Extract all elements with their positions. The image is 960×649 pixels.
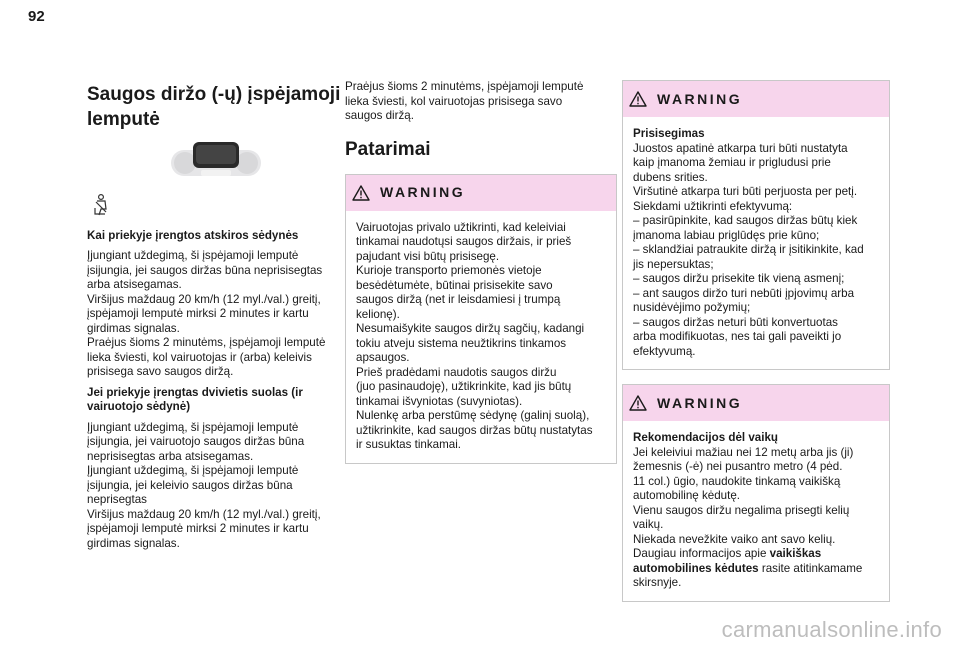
watermark: carmanualsonline.info: [721, 617, 942, 642]
page-number: 92: [28, 8, 45, 25]
warning-box-advice: [345, 174, 617, 464]
warning-triangle-icon: [352, 185, 370, 201]
warning-header: [346, 175, 616, 211]
warning-box-fastening: [622, 80, 890, 370]
paragraph-individual-seats: Įjungiant uždegimą, ši įspėjamoji lemputė įsijungia, jei saugos diržas būna neprisisegtas arba atsisegamas. Viršijus maždaug 20 km/h (12 myl./val.) greitį, įspėjamoji lemputė mirksi 2 minutes ir kartu girdimas signalas. Praėjus šioms 2 minutėms, įspėjamoji lemputė lieka šviesti, kol vairuotojas ir (arba) keleivis prisisega savo saugos diržą.: [87, 249, 326, 378]
paragraph-bench-seat: Įjungiant uždegimą, ši įspėjamoji lemputė įsijungia, jei vairuotojo saugos diržas būna neprisisegtas arba atsisegamas. Įjungiant uždegimą, ši įspėjamoji lemputė įsijungia, jei keleivio saugos diržas būna neprisegtas Viršijus maždaug 20 km/h (12 myl./val.) greitį, įspėjamoji lemputė mirksi 2 minutes ir kartu girdimas signalas.: [87, 420, 321, 550]
warning-body: Prisisegimas Juostos apatinė atkarpa turi būti nustatyta kaip įmanoma žemiau ir prigludusi prie dubens srities. Viršutinė atkarpa turi būti perjuosta per petį. Siekdami užtikrinti efektyvumą: – pasirūpinkite, kad saugos diržas būtų kiek įmanoma labiau priglūdęs prie kūno; – sklandžiai patraukite diržą ir įsitikinkite, kad jis nepersuktas; – saugos diržu prisekite tik vieną asmenį; – ant saugos diržo turi nebūti įpjovimų arba nusidėvėjimo požymių; – saugos diržas neturi būti konvertuotas arba modifikuotas, nes tai gali paveikti jo efektyvumą.: [633, 127, 864, 358]
warning-label: WARNING: [657, 394, 743, 411]
section-title: [87, 82, 345, 132]
warning-triangle-icon: [629, 395, 647, 411]
subheading-bench-seat: Jei priekyje įrengtas dvivietis suolas (ir vairuotojo sėdynė): [87, 385, 303, 413]
warning-box-children: [622, 384, 890, 602]
subheading-individual-seats: Kai priekyje įrengtos atskiros sėdynės: [87, 228, 299, 242]
warning-body: Vairuotojas privalo užtikrinti, kad keleiviai tinkamai naudotųsi saugos diržais, ir prieš pajudant visi būtų prisisegę. Kurioje transporto priemonės vietoje besėdėtumėte, būtinai prisisekite savo saugos diržą (net ir leisdamiesi į trumpą kelionę). Nesumaišykite saugos diržų sagčių, kadangi tokiu atveju sistema neužtikrins tinkamos apsaugos. Prieš pradėdami naudotis saugos diržu (juo pasinaudoję), užtikrinkite, kad jis būtų tinkamai išvyniotas (suvyniotas). Nulenkę arba perstūmę sėdynę (galinį suolą), užtikrinkite, kad saugos diržas būtų nustatytas ir susuktas tinkamai.: [356, 220, 593, 451]
warning-label: WARNING: [657, 90, 743, 107]
title-line-2: lemputė: [87, 109, 160, 130]
advice-title: Patarimai: [345, 138, 431, 160]
warning-title: Rekomendacijos dėl vaikų: [633, 431, 778, 444]
warning-label: WARNING: [380, 184, 466, 201]
column-left: [87, 82, 345, 557]
warning-header: [623, 385, 889, 421]
title-line-1: Saugos diržo (-ų) įspėjamoji: [87, 84, 341, 105]
warning-header: [623, 81, 889, 117]
instrument-panel-icon: [171, 140, 261, 180]
warning-triangle-icon: [629, 91, 647, 107]
column-right: [622, 80, 890, 616]
intro-paragraph: Praėjus šioms 2 minutėms, įspėjamoji lemputė lieka šviesti, kol vairuotojas prisisega savo saugos diržą.: [345, 80, 584, 122]
column-middle: [345, 80, 617, 478]
warning-title: Prisisegimas: [633, 127, 705, 140]
dashboard-illustration: [87, 140, 345, 180]
seatbelt-icon: [91, 194, 345, 221]
warning-body: Rekomendacijos dėl vaikų Jei keleiviui mažiau nei 12 metų arba jis (ji) žemesnis (-ė) nei pusantro metro (4 pėd. 11 col.) ūgio, naudokite tinkamą vaikišką automobilinę kėdutę. Vienu saugos diržu negalima prisegti kelių vaikų. Niekada nevežkite vaiko ant savo kelių. Daugiau informacijos apie vaikiškas automobilines kėdutes rasite atitinkamame skirsnyje.: [633, 431, 863, 589]
